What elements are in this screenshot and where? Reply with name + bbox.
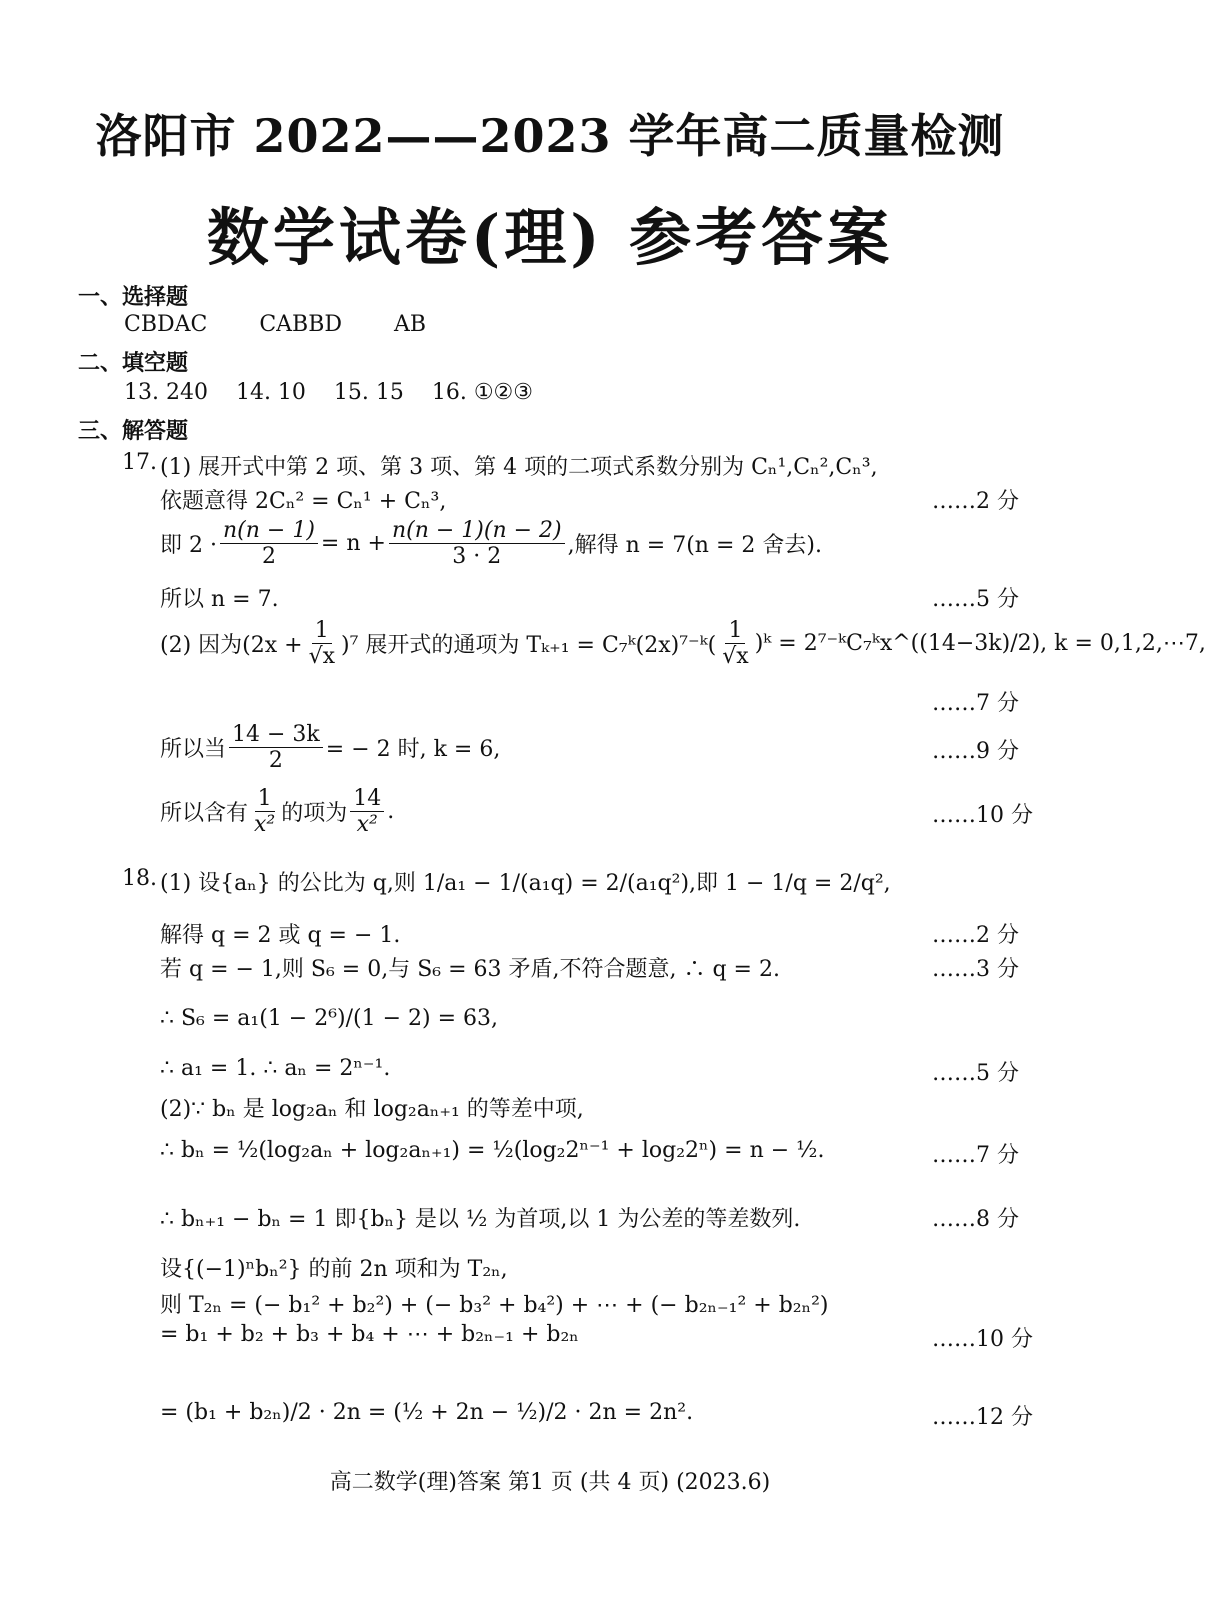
fraction-numerator: 14	[350, 786, 384, 812]
q17-line7-text-c: .	[387, 799, 395, 825]
q17-line3-text-c: ,解得 n = 7(n = 2 舍去).	[567, 533, 822, 559]
q17-line2: 依题意得 2Cₙ² = Cₙ¹ + Cₙ³,	[160, 489, 447, 514]
q17-line4: 所以 n = 7.	[160, 587, 279, 612]
score-label: ……2 分	[932, 489, 1019, 514]
q17-line7-text-a: 所以含有	[160, 801, 249, 827]
q17-line6-text-b: = − 2 时, k = 6,	[325, 737, 501, 763]
q17-line3-text-a: 即 2 ·	[160, 533, 217, 559]
q18-line7: ∴ bₙ = ½(log₂aₙ + log₂aₙ₊₁) = ½(log₂2ⁿ⁻¹ + log₂2ⁿ) = n − ½.	[160, 1138, 825, 1163]
fraction-denominator: √x	[308, 644, 336, 670]
fraction-numerator: n(n − 1)	[220, 518, 318, 544]
q18-line6: (2)∵ bₙ 是 log₂aₙ 和 log₂aₙ₊₁ 的等差中项,	[160, 1097, 584, 1122]
fraction-denominator: 3 · 2	[452, 544, 502, 570]
q18-line1: (1) 设{aₙ} 的公比为 q,则 1/a₁ − 1/(a₁q) = 2/(a₁q²),即 1 − 1/q = 2/q²,	[160, 871, 891, 896]
fraction-denominator: √x	[722, 644, 749, 670]
fraction-numerator: n(n − 1)(n − 2)	[389, 518, 565, 544]
q17-line1: (1) 展开式中第 2 项、第 3 项、第 4 项的二项式系数分别为 Cₙ¹,Cₙ²,Cₙ³,	[160, 455, 878, 480]
score-label: ……10 分	[932, 1327, 1033, 1352]
score-label: ……2 分	[932, 923, 1019, 948]
choice-answers: CBDAC CABBD AB	[124, 312, 427, 337]
q18-line5: ∴ a₁ = 1. ∴ aₙ = 2ⁿ⁻¹.	[160, 1056, 391, 1081]
q18-line3: 若 q = − 1,则 S₆ = 0,与 S₆ = 63 矛盾,不符合题意, ∴ q = 2.	[160, 957, 780, 982]
q17-fraction-2	[389, 518, 565, 570]
score-label: ……9 分	[932, 739, 1019, 764]
q17-line7-text-b: 的项为	[281, 801, 348, 827]
page-subtitle: 数学试卷(理) 参考答案	[206, 201, 894, 274]
score-label: ……7 分	[932, 1143, 1019, 1168]
fraction-denominator: 2	[261, 544, 276, 570]
q18-line2: 解得 q = 2 或 q = − 1.	[160, 923, 401, 948]
q17-fraction-1	[220, 518, 318, 570]
q18-line9: 设{(−1)ⁿbₙ²} 的前 2n 项和为 T₂ₙ,	[160, 1257, 508, 1282]
q17-line7	[160, 786, 394, 838]
q18-number: 18.	[122, 866, 157, 891]
fraction-numerator: 1	[255, 786, 275, 812]
fill-answers: 13. 240 14. 10 15. 15 16. ①②③	[124, 380, 533, 405]
q17-line5-text-a: (2) 因为(2x +	[160, 633, 303, 659]
fraction-numerator: 1	[312, 618, 332, 644]
q17-fraction-7	[350, 786, 384, 838]
score-label: ……12 分	[932, 1405, 1033, 1430]
fraction-numerator: 1	[725, 618, 745, 644]
q17-line3	[160, 518, 822, 570]
q18-line8: ∴ bₙ₊₁ − bₙ = 1 即{bₙ} 是以 ½ 为首项,以 1 为公差的等差数列.	[160, 1207, 801, 1232]
score-label: ……5 分	[932, 1061, 1019, 1086]
q18-line11: = b₁ + b₂ + b₃ + b₄ + ⋯ + b₂ₙ₋₁ + b₂ₙ	[160, 1322, 579, 1347]
q17-line6	[160, 722, 500, 774]
q17-line3-text-b: = n +	[320, 531, 386, 557]
score-label: ……8 分	[932, 1207, 1019, 1232]
q17-fraction-5	[229, 722, 323, 774]
q17-line5	[160, 618, 1206, 670]
q17-number: 17.	[122, 450, 157, 475]
fraction-denominator: x²	[254, 812, 276, 838]
page-title: 洛阳市 2022——2023 学年高二质量检测	[95, 109, 1005, 163]
q17-line6-text-a: 所以当	[160, 737, 227, 763]
section-choice-heading: 一、选择题	[78, 284, 189, 310]
q17-fraction-6	[251, 786, 278, 838]
score-label: ……10 分	[932, 803, 1033, 828]
q17-line5-text-b: )⁷ 展开式的通项为 Tₖ₊₁ = C₇ᵏ(2x)⁷⁻ᵏ(	[341, 633, 717, 659]
q18-line10: 则 T₂ₙ = (− b₁² + b₂²) + (− b₃² + b₄²) + ⋯ + (− b₂ₙ₋₁² + b₂ₙ²)	[160, 1293, 829, 1318]
q18-line4: ∴ S₆ = a₁(1 − 2⁶)/(1 − 2) = 63,	[160, 1006, 499, 1031]
score-label: ……5 分	[932, 587, 1019, 612]
section-solve-heading: 三、解答题	[78, 418, 189, 444]
page-footer: 高二数学(理)答案 第1 页 (共 4 页) (2023.6)	[329, 1470, 771, 1495]
q17-line5-text-c: )ᵏ = 2⁷⁻ᵏC₇ᵏx^((14−3k)/2), k = 0,1,2,⋯7,	[754, 631, 1206, 657]
score-label: ……7 分	[932, 691, 1019, 716]
q18-line12: = (b₁ + b₂ₙ)/2 · 2n = (½ + 2n − ½)/2 · 2n = 2n².	[160, 1400, 694, 1425]
fraction-denominator: 2	[268, 748, 283, 774]
section-fill-heading: 二、填空题	[78, 350, 189, 376]
score-label: ……3 分	[932, 957, 1019, 982]
fraction-numerator: 14 − 3k	[229, 722, 323, 748]
q17-fraction-4	[719, 618, 751, 670]
q17-fraction-3	[306, 618, 338, 670]
fraction-denominator: x²	[356, 812, 378, 838]
